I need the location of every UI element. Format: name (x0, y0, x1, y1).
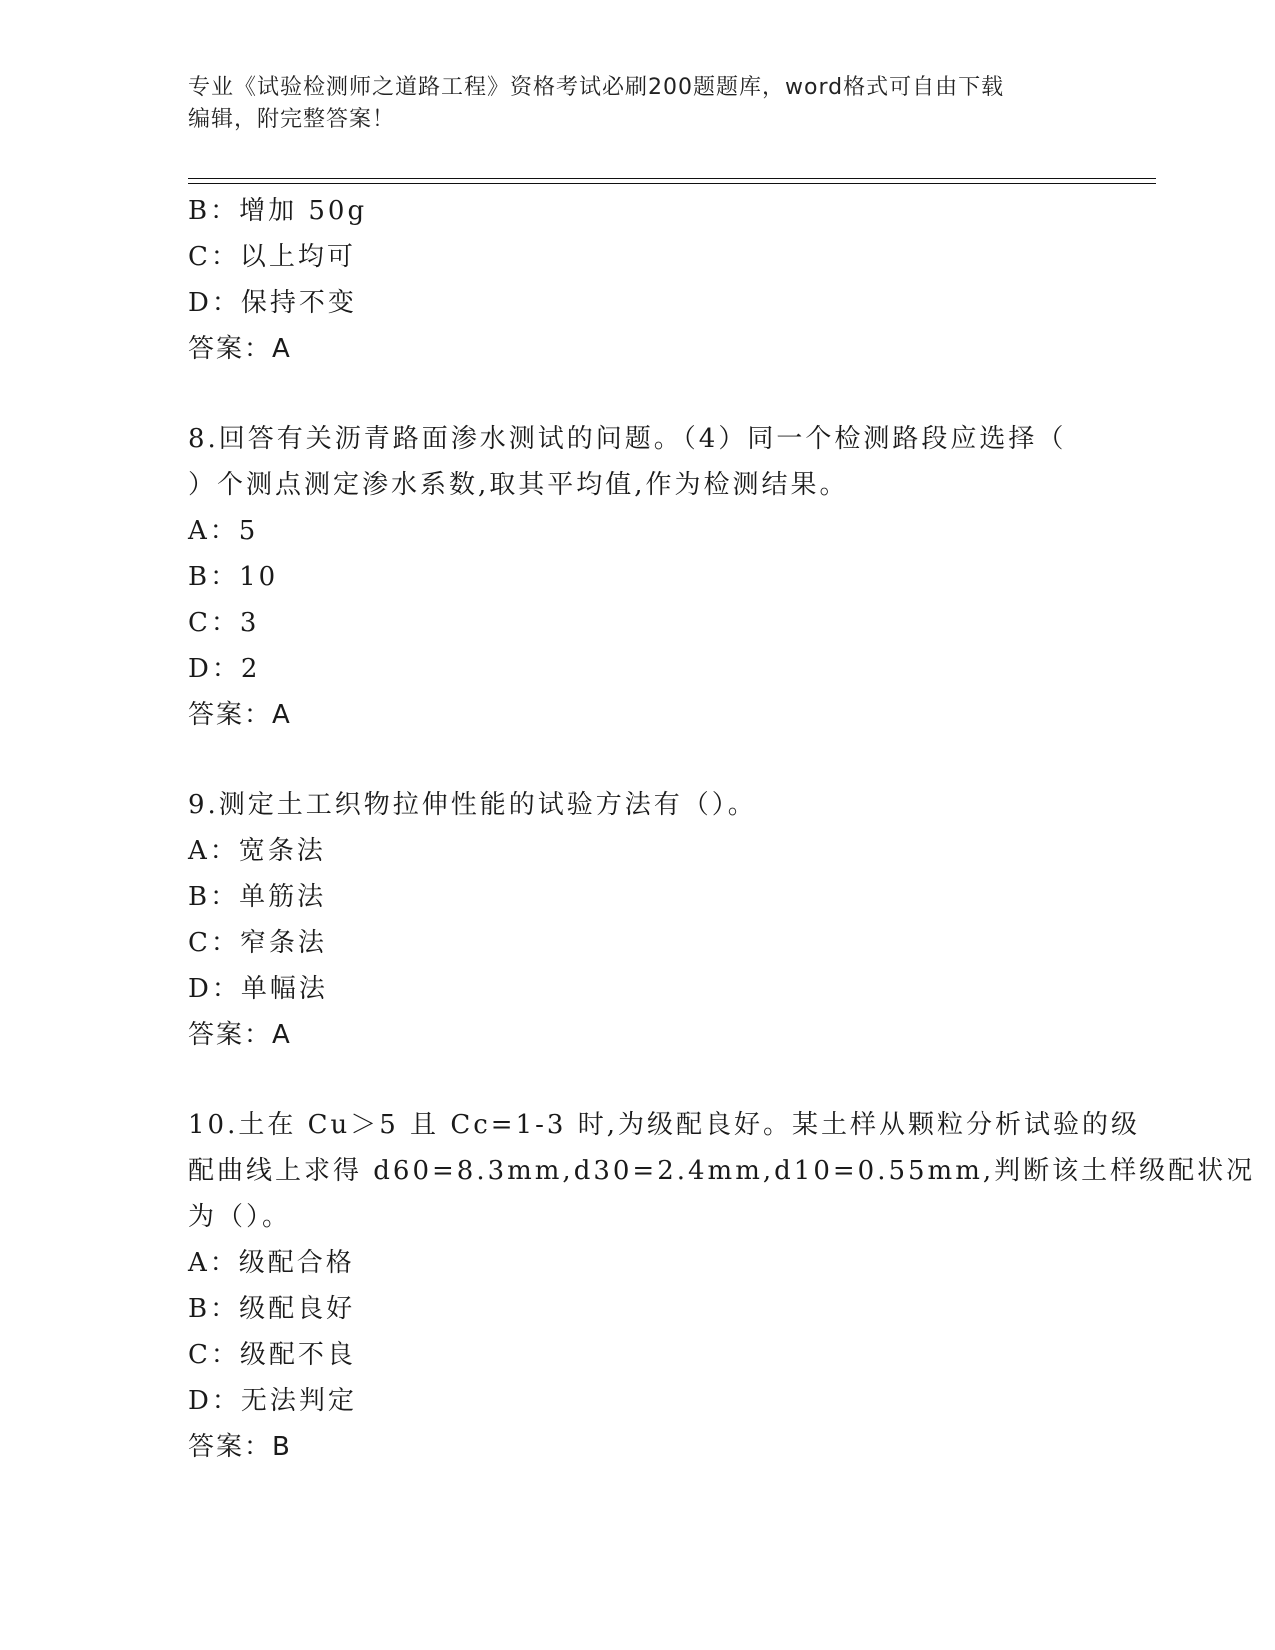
option-label: D： (188, 654, 241, 684)
option-label: C： (188, 608, 240, 638)
option-label: B： (188, 882, 240, 912)
option-text: 增加 50g (239, 196, 368, 226)
option-a (188, 508, 1088, 554)
option-a (188, 1240, 1088, 1286)
option-text: 级配不良 (239, 1340, 356, 1370)
question-stem-line: 8.回答有关沥青路面渗水测试的问题。（4）同一个检测路段应选择（ (188, 424, 1067, 454)
question-9 (188, 782, 1088, 1058)
option-text: 宽条法 (238, 836, 326, 866)
option-label: C： (188, 928, 240, 958)
option-c (188, 920, 1088, 966)
option-label: A： (188, 516, 239, 546)
option-c (188, 234, 1088, 280)
option-b (188, 554, 1088, 600)
question-stem-line: 配曲线上求得 d60=8.3mm,d30=2.4mm,d10=0.55mm,判断该土样级配状况 (188, 1156, 1256, 1186)
option-label: B： (188, 1294, 240, 1324)
option-c (188, 600, 1088, 646)
option-label: B： (188, 562, 240, 592)
question-spacer (188, 1058, 1088, 1102)
question-stem-line: ）个测点测定渗水系数,取其平均值,作为检测结果。 (188, 470, 849, 500)
question-fragment (188, 188, 1088, 372)
page-header (188, 72, 1088, 136)
option-b (188, 874, 1088, 920)
question-10 (188, 1102, 1256, 1470)
option-text: 10 (239, 562, 279, 592)
option-text: 5 (238, 516, 259, 546)
option-b (188, 1286, 1088, 1332)
option-text: 3 (239, 608, 260, 638)
question-8 (188, 416, 1088, 738)
header-title-line-1: 专业《试验检测师之道路工程》资格考试必刷200题题库，word格式可自由下载 (188, 75, 1005, 100)
option-text: 窄条法 (239, 928, 327, 958)
option-label: A： (188, 836, 239, 866)
option-d (188, 966, 1088, 1012)
option-text: 级配合格 (238, 1248, 355, 1278)
option-d (188, 646, 1088, 692)
question-stem-line: 9.测定土工织物拉伸性能的试验方法有（）。 (188, 790, 757, 820)
question-spacer (188, 738, 1088, 782)
header-divider-bottom (188, 183, 1156, 184)
header-title-line-2: 编辑，附完整答案！ (188, 107, 396, 132)
option-c (188, 1332, 1088, 1378)
question-stem-line: 为（）。 (188, 1202, 292, 1232)
option-text: 单筋法 (239, 882, 327, 912)
option-text: 级配良好 (239, 1294, 356, 1324)
option-b (188, 188, 1088, 234)
option-text: 2 (240, 654, 261, 684)
option-d (188, 280, 1088, 326)
answer-line: 答案：A (188, 1020, 292, 1050)
option-text: 以上均可 (239, 242, 356, 272)
option-label: B： (188, 196, 240, 226)
question-content (188, 188, 1256, 1470)
answer-line: 答案：B (188, 1432, 292, 1462)
option-text: 单幅法 (240, 974, 328, 1004)
option-label: C： (188, 242, 240, 272)
option-label: C： (188, 1340, 240, 1370)
question-stem-line: 10.土在 Cu＞5 且 Cc=1-3 时,为级配良好。某土样从颗粒分析试验的级 (188, 1110, 1140, 1140)
option-label: D： (188, 288, 241, 318)
option-d (188, 1378, 1088, 1424)
answer-line: 答案：A (188, 334, 292, 364)
option-label: D： (188, 1386, 241, 1416)
header-divider-top (188, 178, 1156, 179)
answer-line: 答案：A (188, 700, 292, 730)
option-label: A： (188, 1248, 239, 1278)
option-text: 无法判定 (240, 1386, 357, 1416)
option-label: D： (188, 974, 241, 1004)
option-a (188, 828, 1088, 874)
question-spacer (188, 372, 1088, 416)
option-text: 保持不变 (240, 288, 357, 318)
